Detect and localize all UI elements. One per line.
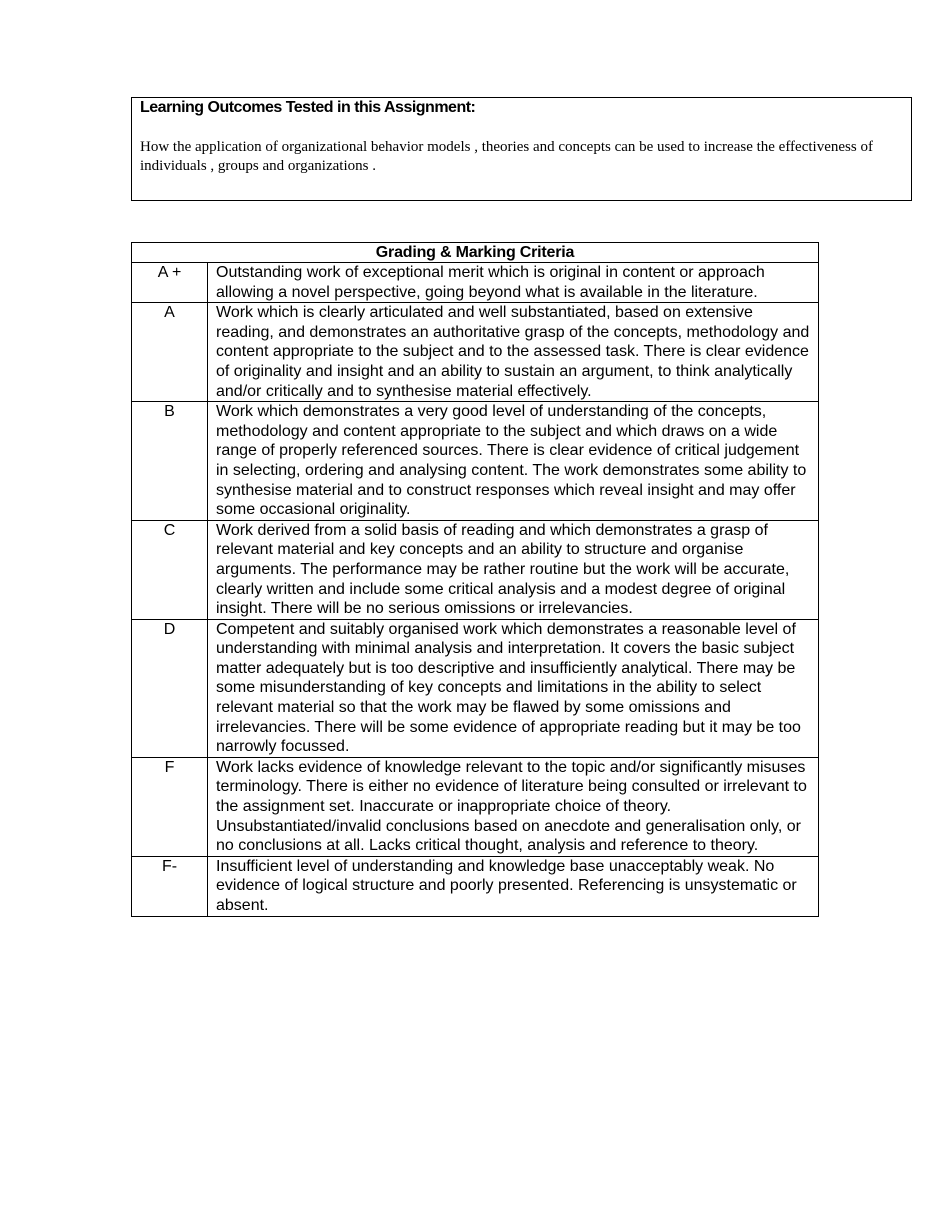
learning-outcomes-box: [131, 97, 912, 201]
grade-description: Insufficient level of understanding and knowledge base unacceptably weak. No evidence of logical structure and poorly presented. Referencing is unsystematic or absent.: [208, 856, 819, 916]
table-row: [132, 619, 819, 757]
table-row: [132, 303, 819, 402]
grade-label: A +: [132, 263, 208, 303]
table-row: [132, 263, 819, 303]
learning-outcomes-title: Learning Outcomes Tested in this Assignment:: [140, 99, 476, 116]
grading-table-header-row: [132, 243, 819, 263]
grading-criteria-table: [131, 242, 819, 917]
table-row: [132, 856, 819, 916]
grade-label: D: [132, 619, 208, 757]
grade-description: Work which demonstrates a very good level of understanding of the concepts, methodology and content appropriate to the subject and which draws on a wide range of properly referenced sources. There is clear evidence of critical judgement in selecting, ordering and analysing content. The work demonstrates some ability to synthesise material and to construct responses which reveal insight and may offer some occasional originality.: [208, 402, 819, 521]
grade-description: Work lacks evidence of knowledge relevant to the topic and/or significantly misuses terminology. There is either no evidence of literature being consulted or irrelevant to the assignment set. Inaccurate or inappropriate choice of theory. Unsubstantiated/invalid conclusions based on anecdote and generalisation only, or no conclusions at all. Lacks critical thought, analysis and reference to theory.: [208, 757, 819, 856]
table-row: [132, 757, 819, 856]
grade-description: Work which is clearly articulated and well substantiated, based on extensive reading, and demonstrates an authoritative grasp of the concepts, methodology and content appropriate to the subject and to the assessed task. There is clear evidence of originality and insight and an ability to sustain an argument, to think analytically and/or critically and to synthesise material effectively.: [208, 303, 819, 402]
grade-description: Competent and suitably organised work which demonstrates a reasonable level of understanding with minimal analysis and interpretation. It covers the basic subject matter adequately but is too descriptive and insufficiently analytical. There may be some misunderstanding of key concepts and limitations in the ability to select relevant material so that the work may be flawed by some omissions and irrelevancies. There will be some evidence of appropriate reading but it may be too narrowly focussed.: [208, 619, 819, 757]
table-row: [132, 520, 819, 619]
table-row: [132, 402, 819, 521]
grade-label: A: [132, 303, 208, 402]
grade-label: F-: [132, 856, 208, 916]
grade-description: Outstanding work of exceptional merit which is original in content or approach allowing a novel perspective, going beyond what is available in the literature.: [208, 263, 819, 303]
grading-table-title: Grading & Marking Criteria: [132, 243, 819, 263]
grade-label: B: [132, 402, 208, 521]
grade-label: C: [132, 520, 208, 619]
grade-label: F: [132, 757, 208, 856]
learning-outcomes-text: How the application of organizational behavior models , theories and concepts can be used to increase the effectiveness of individuals , groups and organizations .: [140, 139, 873, 174]
grade-description: Work derived from a solid basis of reading and which demonstrates a grasp of relevant material and key concepts and an ability to structure and organise arguments. The performance may be rather routine but the work will be accurate, clearly written and include some critical analysis and a modest degree of original insight. There will be no serious omissions or irrelevancies.: [208, 520, 819, 619]
